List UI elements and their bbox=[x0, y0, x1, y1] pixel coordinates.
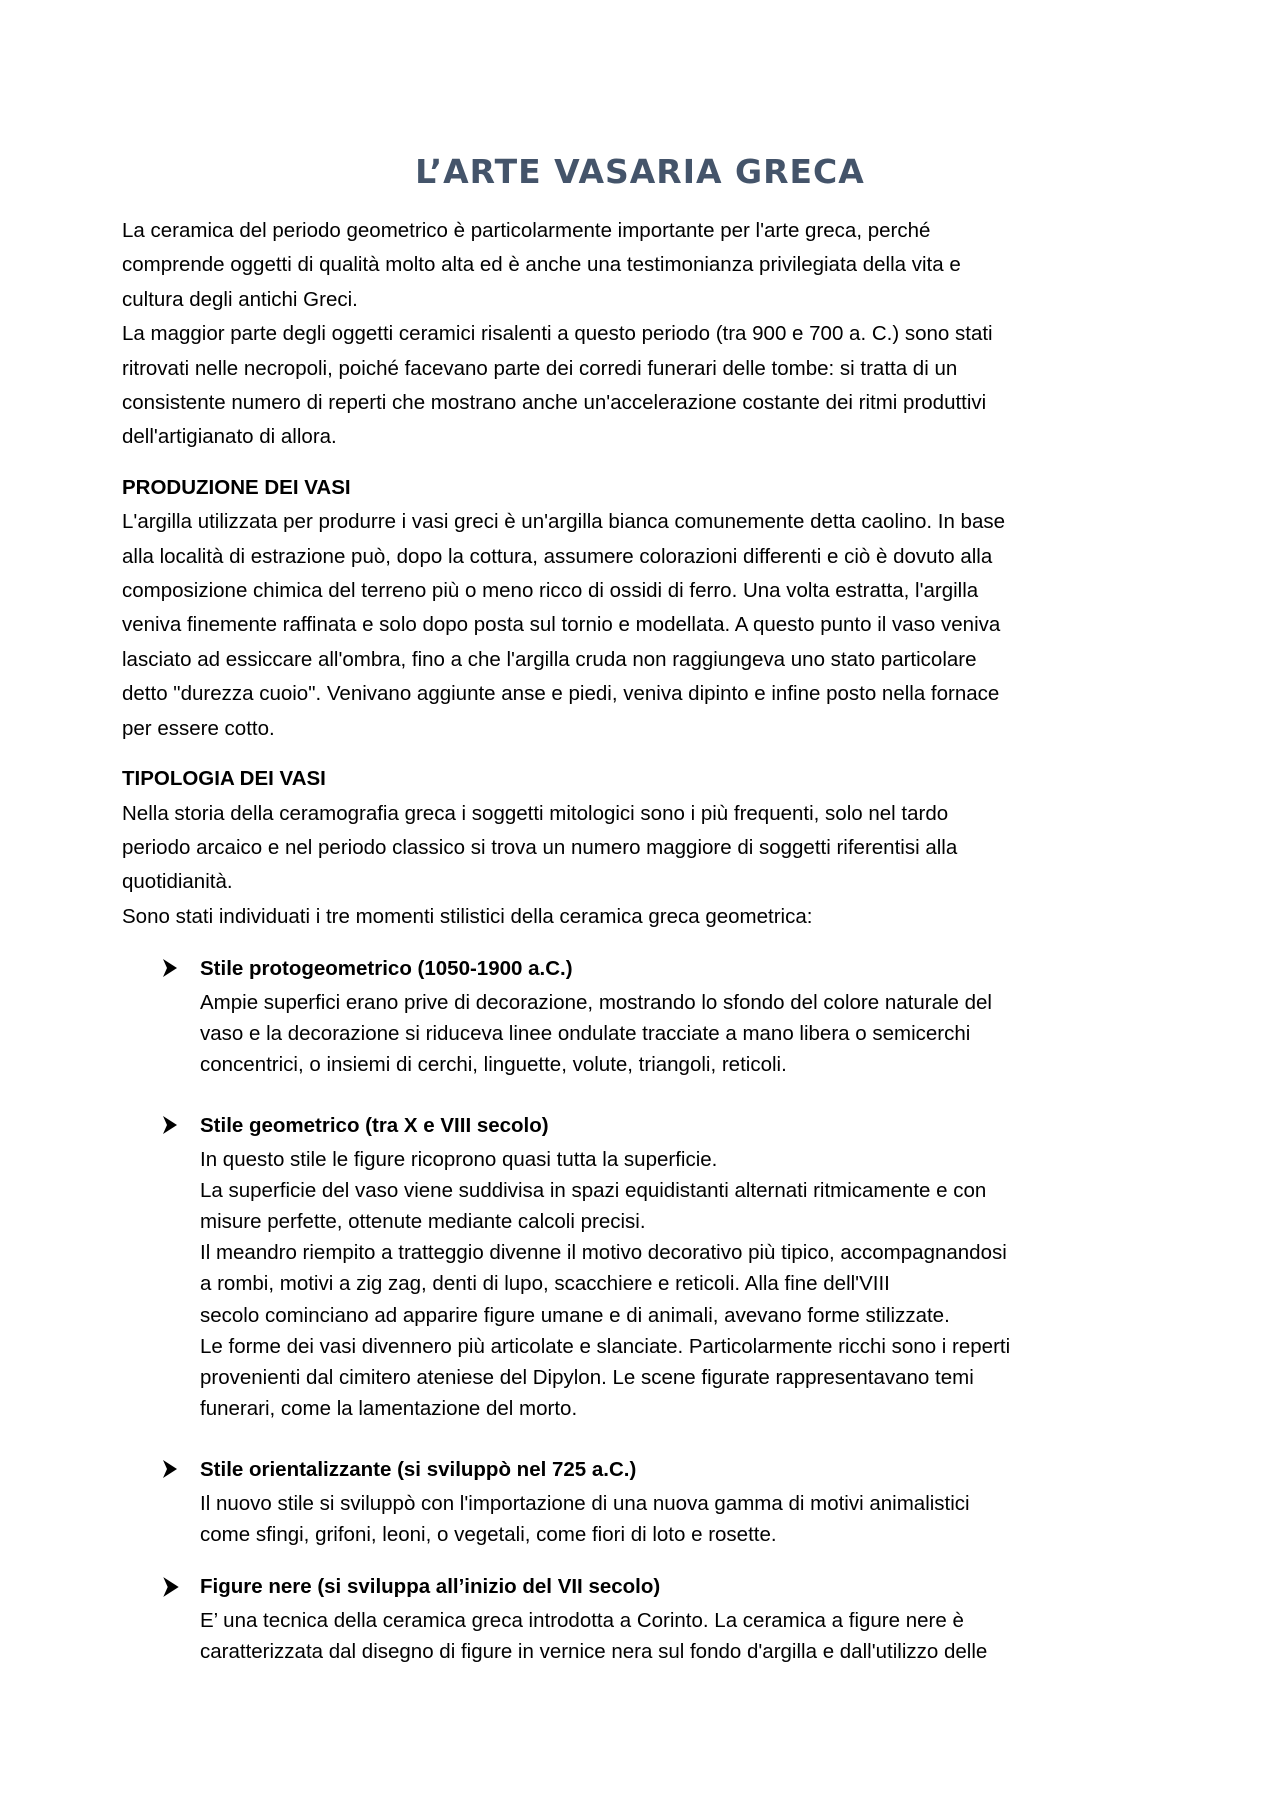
style-line: Le forme dei vasi divennero più articolate e slanciate. Particolarmente ricchi sono i reperti bbox=[200, 1334, 1011, 1358]
produzione-line: composizione chimica del terreno più o meno ricco di ossidi di ferro. Una volta estratta, l'argilla bbox=[122, 579, 979, 603]
style-line: vaso e la decorazione si riduceva linee ondulate tracciate a mano libera o semicerchi bbox=[200, 1021, 971, 1045]
document-body bbox=[122, 150, 1158, 1696]
style-line: Il meandro riempito a tratteggio divenne il motivo decorativo più tipico, accompagnandosi bbox=[200, 1241, 1007, 1265]
style-title: Stile geometrico (tra X e VIII secolo) bbox=[200, 1114, 549, 1138]
spacer bbox=[122, 746, 1158, 762]
style-line: come sfingi, grifoni, leoni, o vegetali, come fiori di loto e rosette. bbox=[200, 1522, 777, 1546]
document-title: L’ARTE VASARIA GRECA bbox=[415, 152, 865, 191]
style-line: In questo stile le figure ricoprono quasi tutta la superficie. bbox=[200, 1147, 718, 1171]
tipologia-line: Sono stati individuati i tre momenti stilistici della ceramica greca geometrica: bbox=[122, 904, 813, 928]
intro-line: ritrovati nelle necropoli, poiché facevano parte dei corredi funerari delle tombe: si tratta di un bbox=[122, 356, 958, 380]
intro-line: La maggior parte degli oggetti ceramici risalenti a questo periodo (tra 900 e 700 a. C.) sono stati bbox=[122, 322, 993, 346]
tipologia-line: quotidianità. bbox=[122, 870, 233, 894]
produzione-line: veniva finemente raffinata e solo dopo posta sul tornio e modellata. A questo punto il vaso veniva bbox=[122, 613, 1001, 637]
style-line: provenienti dal cimitero ateniese del Dipylon. Le scene figurate rappresentavano temi bbox=[200, 1365, 974, 1389]
style-line: misure perfette, ottenute mediante calcoli precisi. bbox=[200, 1209, 646, 1233]
style-line: Ampie superfici erano prive di decorazione, mostrando lo sfondo del colore naturale del bbox=[200, 990, 992, 1014]
produzione-line: alla località di estrazione può, dopo la cottura, assumere colorazioni differenti e ciò è dovuto alla bbox=[122, 544, 993, 568]
produzione-line: detto "durezza cuoio". Venivano aggiunte anse e piedi, veniva dipinto e infine posto nella fornace bbox=[122, 682, 1000, 706]
produzione-line: per essere cotto. bbox=[122, 716, 275, 740]
styles-list bbox=[122, 952, 1158, 1667]
style-line: secolo cominciano ad apparire figure umane e di animali, avevano forme stilizzate. bbox=[200, 1303, 950, 1327]
list-item bbox=[122, 1570, 1158, 1667]
arrowhead-bullet-icon bbox=[162, 1576, 178, 1596]
intro-line: La ceramica del periodo geometrico è particolarmente importante per l'arte greca, perché bbox=[122, 219, 931, 242]
arrowhead-bullet-icon bbox=[162, 1459, 178, 1479]
produzione-section bbox=[122, 471, 1158, 746]
arrowhead-bullet-icon bbox=[162, 958, 178, 978]
style-line: Il nuovo stile si sviluppò con l'importazione di una nuova gamma di motivi animalistici bbox=[200, 1491, 970, 1515]
list-item bbox=[122, 1453, 1158, 1550]
style-title: Stile protogeometrico (1050-1900 a.C.) bbox=[200, 957, 573, 981]
intro-section bbox=[122, 214, 1158, 455]
tipologia-section bbox=[122, 762, 1158, 934]
intro-line: cultura degli antichi Greci. bbox=[122, 287, 358, 311]
intro-line: comprende oggetti di qualità molto alta ed è anche una testimonianza privilegiata della vita e bbox=[122, 253, 961, 277]
style-line: E’ una tecnica della ceramica greca introdotta a Corinto. La ceramica a figure nere è bbox=[200, 1608, 964, 1632]
tipologia-line: Nella storia della ceramografia greca i soggetti mitologici sono i più frequenti, solo nel tardo bbox=[122, 801, 949, 825]
style-line: funerari, come la lamentazione del morto. bbox=[200, 1397, 578, 1421]
style-line: La superficie del vaso viene suddivisa in spazi equidistanti alternati ritmicamente e con bbox=[200, 1178, 987, 1202]
section-heading-tipologia: TIPOLOGIA DEI VASI bbox=[122, 767, 326, 791]
style-line: caratterizzata dal disegno di figure in vernice nera sul fondo d'argilla e dall'utilizzo delle bbox=[200, 1639, 988, 1663]
produzione-line: lasciato ad essiccare all'ombra, fino a che l'argilla cruda non raggiungeva uno stato particolare bbox=[122, 647, 977, 671]
style-line: a rombi, motivi a zig zag, denti di lupo, scacchiere e reticoli. Alla fine dell'VIII bbox=[200, 1272, 890, 1296]
intro-line: dell'artigianato di allora. bbox=[122, 425, 337, 449]
intro-line: consistente numero di reperti che mostrano anche un'accelerazione costante dei ritmi produttivi bbox=[122, 391, 987, 415]
style-title: Figure nere (si sviluppa all’inizio del VII secolo) bbox=[200, 1575, 661, 1599]
list-item bbox=[122, 1109, 1158, 1424]
section-heading-produzione: PRODUZIONE DEI VASI bbox=[122, 475, 351, 499]
list-item bbox=[122, 952, 1158, 1080]
produzione-line: L'argilla utilizzata per produrre i vasi greci è un'argilla bianca comunemente detta caolino. In base bbox=[122, 510, 1005, 534]
arrowhead-bullet-icon bbox=[162, 1115, 178, 1135]
tipologia-line: periodo arcaico e nel periodo classico si trova un numero maggiore di soggetti riferentisi alla bbox=[122, 835, 958, 859]
spacer bbox=[122, 455, 1158, 471]
style-line: concentrici, o insiemi di cerchi, linguette, volute, triangoli, reticoli. bbox=[200, 1052, 787, 1076]
style-title: Stile orientalizzante (si sviluppò nel 725 a.C.) bbox=[200, 1458, 637, 1482]
